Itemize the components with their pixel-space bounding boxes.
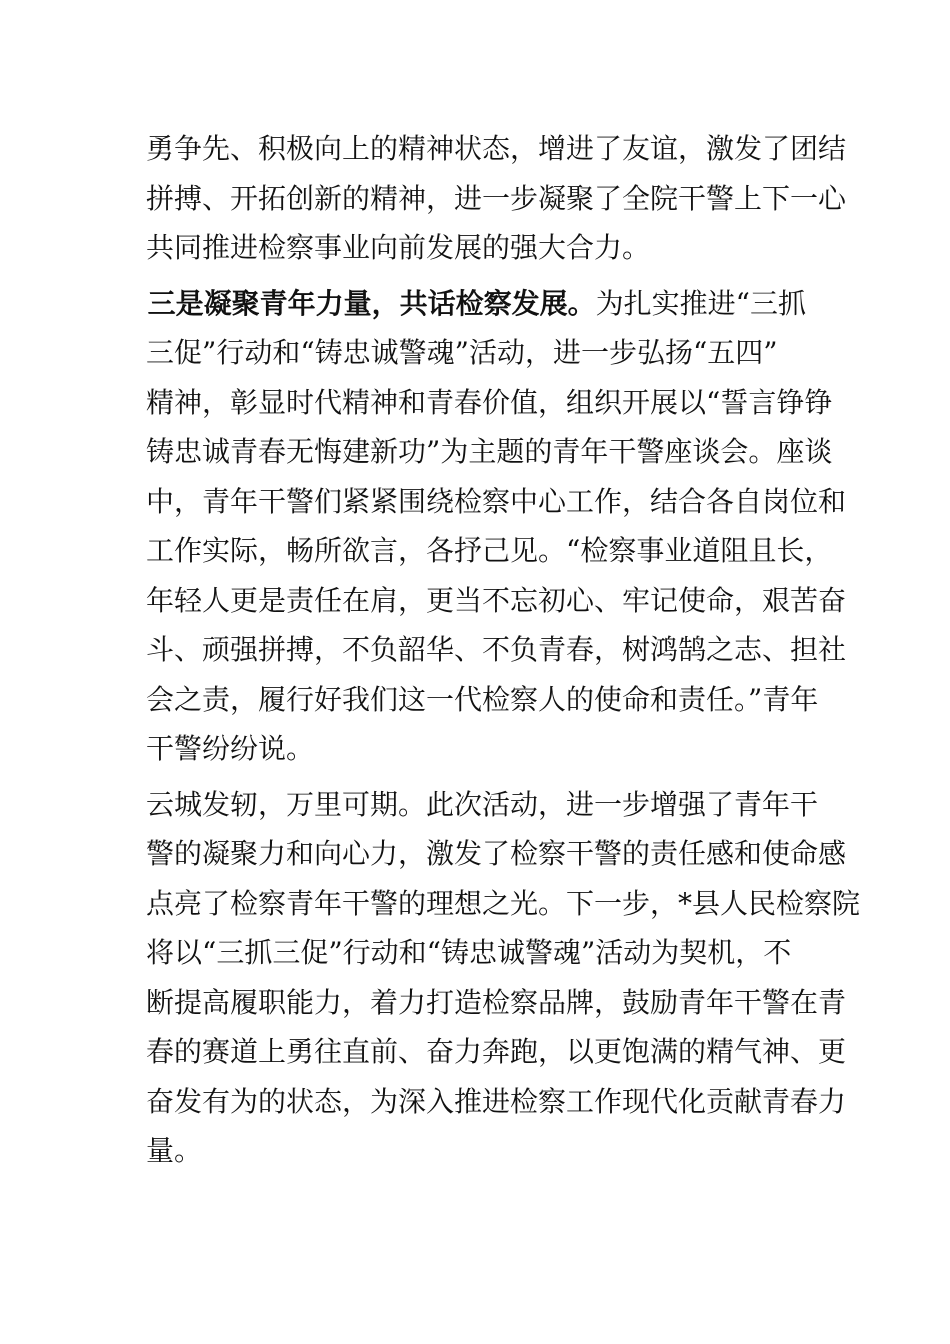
paragraph-1-line-3: 共同推进检察事业向前发展的强大合力。 [146, 231, 651, 264]
paragraph-2-line-1-rest: 为扎实推进“三抓 [595, 286, 806, 320]
paragraph-2-line-5: 中，青年干警们紧紧围绕检察中心工作，结合各自岗位和 [146, 484, 847, 518]
paragraph-1-line-2: 拼搏、开拓创新的精神，进一步凝聚了全院干警上下一心 [146, 181, 847, 215]
paragraph-3-line-6: 春的赛道上勇往直前、奋力奔跑，以更饱满的精气神、更 [146, 1035, 847, 1068]
paragraph-2-line-4: 铸忠诚青春无悔建新功”为主题的青年干警座谈会。座谈 [146, 435, 833, 468]
paragraph-2-line-10: 干警纷纷说。 [146, 732, 315, 765]
paragraph-2-line-7: 年轻人更是责任在肩，更当不忘初心、牢记使命，艰苦奋 [146, 583, 847, 617]
paragraph-3-line-4: 将以“三抓三促”行动和“铸忠诚警魂”活动为契机，不 [146, 936, 792, 969]
paragraph-2-line-3: 精神，彰显时代精神和青春价值，组织开展以“誓言铮铮 [146, 385, 833, 419]
section-heading: 三是凝聚青年力量，共话检察发展。 [147, 286, 596, 320]
document-body [146, 124, 861, 1176]
paragraph-2-line-6: 工作实际，畅所欲言，各抒己见。“检察事业道阻且长， [146, 534, 833, 567]
paragraph-2-line-2: 三促”行动和“铸忠诚警魂”活动，进一步弘扬“五四” [146, 336, 778, 369]
paragraph-2-line-8: 斗、顽强拼搏，不负韶华、不负青春，树鸿鹄之志、担社 [146, 633, 847, 666]
paragraph-3-line-2: 警的凝聚力和向心力，激发了检察干警的责任感和使命感 [146, 837, 847, 870]
paragraph-3-line-8: 量。 [146, 1134, 203, 1167]
paragraph-1-line-1: 勇争先、积极向上的精神状态，增进了友谊，激发了团结 [146, 132, 847, 165]
paragraph-3-line-1 [146, 780, 819, 830]
paragraph-3-line-7: 奋发有为的状态，为深入推进检察工作现代化贡献青春力 [146, 1084, 847, 1118]
paragraph-3-line-1-text: 云城发轫，万里可期。此次活动，进一步增强了青年干 [146, 787, 819, 821]
paragraph-3-line-3: 点亮了检察青年干警的理想之光。下一步，*县人民检察院 [146, 886, 861, 920]
paragraph-2-line-9: 会之责，履行好我们这一代检察人的使命和责任。”青年 [146, 682, 819, 716]
paragraph-2-line-1 [146, 279, 806, 329]
paragraph-3-line-5: 断提高履职能力，着力打造检察品牌，鼓励青年干警在青 [146, 985, 847, 1019]
